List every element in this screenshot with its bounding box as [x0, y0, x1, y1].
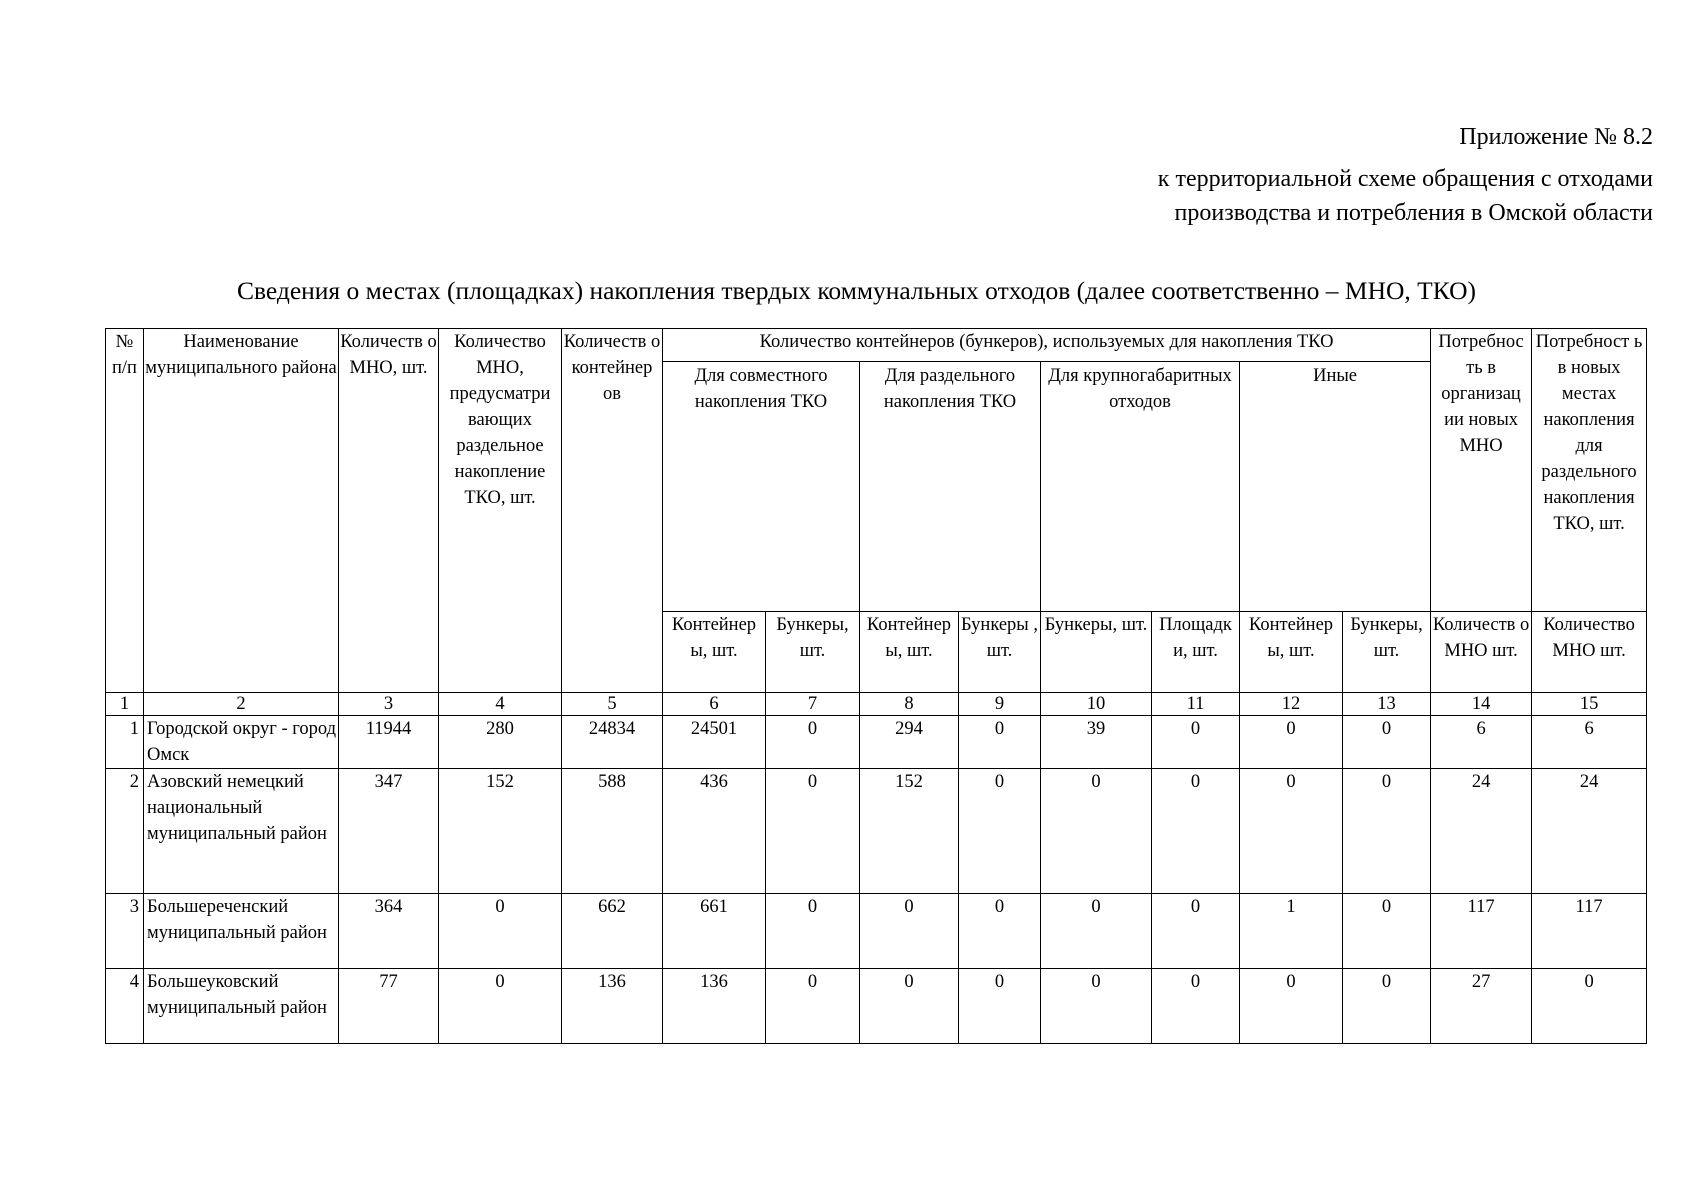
cell-value: 0: [1240, 969, 1343, 1044]
cell-value: 364: [339, 894, 439, 969]
subheader-c14: Количеств о МНО шт.: [1431, 612, 1532, 693]
column-number: 1: [106, 693, 144, 716]
header-mno-separate: Количество МНО, предусматри вающих раздельное накопление ТКО, шт.: [439, 329, 562, 693]
column-number: 2: [144, 693, 339, 716]
cell-value: 11944: [339, 716, 439, 769]
cell-value: 0: [1152, 769, 1240, 894]
cell-num: 2: [106, 769, 144, 894]
cell-value: 136: [663, 969, 766, 1044]
cell-value: 0: [1041, 894, 1152, 969]
cell-value: 0: [1343, 769, 1431, 894]
header-containers-group: Количество контейнеров (бункеров), используемых для накопления ТКО: [663, 329, 1431, 362]
header-need-separate: Потребност ь в новых местах накопления для раздельного накопления ТКО, шт.: [1532, 329, 1647, 612]
cell-num: 1: [106, 716, 144, 769]
cell-value: 0: [1240, 769, 1343, 894]
cell-value: 0: [959, 894, 1041, 969]
cell-value: 6: [1431, 716, 1532, 769]
appendix-line-2: производства и потребления в Омской области: [1174, 200, 1653, 226]
cell-value: 0: [959, 716, 1041, 769]
column-number: 13: [1343, 693, 1431, 716]
cell-num: 4: [106, 969, 144, 1044]
column-number-row: [106, 693, 1647, 716]
column-number: 14: [1431, 693, 1532, 716]
cell-name: Городской округ - город Омск: [144, 716, 339, 769]
cell-value: 6: [1532, 716, 1647, 769]
cell-value: 436: [663, 769, 766, 894]
subheader-c6: Контейнер ы, шт.: [663, 612, 766, 693]
column-number: 4: [439, 693, 562, 716]
cell-name: Большеуковский муниципальный район: [144, 969, 339, 1044]
cell-value: 0: [1343, 969, 1431, 1044]
header-separate: Для раздельного накопления ТКО: [860, 362, 1041, 612]
cell-value: 0: [766, 769, 860, 894]
cell-value: 0: [860, 969, 959, 1044]
cell-value: 1: [1240, 894, 1343, 969]
header-need-new: Потребнос ть в организац ии новых МНО: [1431, 329, 1532, 612]
appendix-line-1: к территориальной схеме обращения с отходами: [1157, 166, 1653, 192]
cell-value: 280: [439, 716, 562, 769]
cell-value: 588: [562, 769, 663, 894]
column-number: 6: [663, 693, 766, 716]
header-bulky: Для крупногабаритных отходов: [1041, 362, 1240, 612]
column-number: 5: [562, 693, 663, 716]
header-other: Иные: [1240, 362, 1431, 612]
column-number: 3: [339, 693, 439, 716]
column-number: 10: [1041, 693, 1152, 716]
table-row: [106, 716, 1647, 769]
cell-value: 117: [1431, 894, 1532, 969]
cell-value: 0: [439, 894, 562, 969]
cell-value: 347: [339, 769, 439, 894]
cell-value: 24501: [663, 716, 766, 769]
cell-value: 0: [439, 969, 562, 1044]
subheader-c11: Площадк и, шт.: [1152, 612, 1240, 693]
column-number: 11: [1152, 693, 1240, 716]
header-mno-count: Количеств о МНО, шт.: [339, 329, 439, 693]
table-row: [106, 894, 1647, 969]
cell-value: 0: [959, 769, 1041, 894]
appendix-number: Приложение № 8.2: [1459, 124, 1653, 150]
cell-value: 0: [860, 894, 959, 969]
document-title: Сведения о местах (площадках) накопления твердых коммунальных отходов (далее соответственно – МНО, ТКО): [236, 276, 1477, 305]
cell-value: 0: [766, 894, 860, 969]
cell-value: 24834: [562, 716, 663, 769]
cell-value: 24: [1532, 769, 1647, 894]
header-joint: Для совместного накопления ТКО: [663, 362, 860, 612]
subheader-c7: Бункеры, шт.: [766, 612, 860, 693]
cell-value: 0: [1152, 969, 1240, 1044]
table-row: [106, 769, 1647, 894]
subheader-c8: Контейнер ы, шт.: [860, 612, 959, 693]
cell-value: 0: [1041, 769, 1152, 894]
cell-value: 136: [562, 969, 663, 1044]
appendix-heading: [1158, 120, 1653, 230]
column-number: 7: [766, 693, 860, 716]
cell-value: 0: [1152, 716, 1240, 769]
column-number: 9: [959, 693, 1041, 716]
cell-value: 0: [1152, 894, 1240, 969]
cell-name: Азовский немецкий национальный муниципальный район: [144, 769, 339, 894]
header-name: Наименование муниципального района: [144, 329, 339, 693]
cell-value: 0: [1343, 716, 1431, 769]
column-number: 15: [1532, 693, 1647, 716]
subheader-c12: Контейнер ы, шт.: [1240, 612, 1343, 693]
cell-value: 294: [860, 716, 959, 769]
cell-value: 0: [766, 969, 860, 1044]
cell-value: 0: [766, 716, 860, 769]
cell-value: 0: [1532, 969, 1647, 1044]
waste-sites-table: [105, 328, 1647, 1044]
header-containers-count: Количеств о контейнер ов: [562, 329, 663, 693]
cell-value: 152: [439, 769, 562, 894]
subheader-c15: Количество МНО шт.: [1532, 612, 1647, 693]
subheader-c10: Бункеры, шт.: [1041, 612, 1152, 693]
cell-num: 3: [106, 894, 144, 969]
cell-value: 27: [1431, 969, 1532, 1044]
cell-value: 661: [663, 894, 766, 969]
cell-value: 0: [959, 969, 1041, 1044]
cell-value: 39: [1041, 716, 1152, 769]
cell-value: 0: [1041, 969, 1152, 1044]
cell-value: 117: [1532, 894, 1647, 969]
table-row: [106, 969, 1647, 1044]
column-number: 8: [860, 693, 959, 716]
column-number: 12: [1240, 693, 1343, 716]
cell-value: 152: [860, 769, 959, 894]
cell-value: 77: [339, 969, 439, 1044]
cell-name: Большереченский муниципальный район: [144, 894, 339, 969]
cell-value: 0: [1343, 894, 1431, 969]
subheader-c13: Бункеры, шт.: [1343, 612, 1431, 693]
cell-value: 24: [1431, 769, 1532, 894]
cell-value: 662: [562, 894, 663, 969]
subheader-c9: Бункеры , шт.: [959, 612, 1041, 693]
header-num: № п/п: [106, 329, 144, 693]
cell-value: 0: [1240, 716, 1343, 769]
